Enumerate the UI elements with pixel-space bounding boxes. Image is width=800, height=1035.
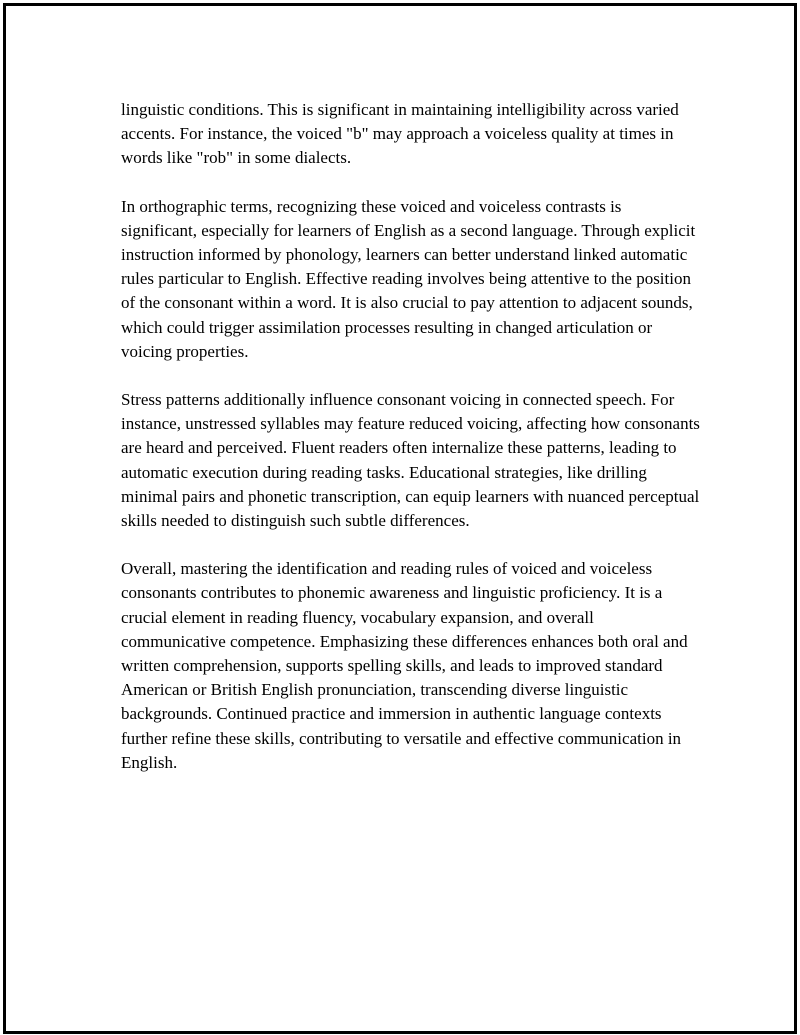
paragraph-1: linguistic conditions. This is significant in maintaining intelligibility across varied accents. For instance, the voiced "b" may approach a voiceless quality at times in words like "rob" in some dialects. <box>121 100 679 168</box>
document-body <box>121 98 701 799</box>
paragraph-2: In orthographic terms, recognizing these voiced and voiceless contrasts is significant, especially for learners of English as a second language. Through explicit instruction informed by phonology, learners can better understand linked automatic rules particular to English. Effective reading involves being attentive to the position of the consonant within a word. It is also crucial to pay attention to adjacent sounds, which could trigger assimilation processes resulting in changed articulation or voicing properties. <box>121 196 696 361</box>
page-frame <box>3 3 797 1034</box>
paragraph-3: Stress patterns additionally influence consonant voicing in connected speech. For instance, unstressed syllables may feature reduced voicing, affecting how consonants are heard and perceived. Fluent readers often internalize these patterns, leading to automatic execution during reading tasks. Educational strategies, like drilling minimal pairs and phonetic transcription, can equip learners with nuanced perceptual skills needed to distinguish such subtle differences. <box>121 390 700 531</box>
paragraph-4: Overall, mastering the identification and reading rules of voiced and voiceless consonants contributes to phonemic awareness and linguistic proficiency. It is a crucial element in reading fluency, vocabulary expansion, and overall communicative competence. Emphasizing these differences enhances both oral and written comprehension, supports spelling skills, and leads to improved standard American or British English pronunciation, transcending diverse linguistic backgrounds. Continued practice and immersion in authentic language contexts further refine these skills, contributing to versatile and effective communication in English. <box>121 559 688 772</box>
